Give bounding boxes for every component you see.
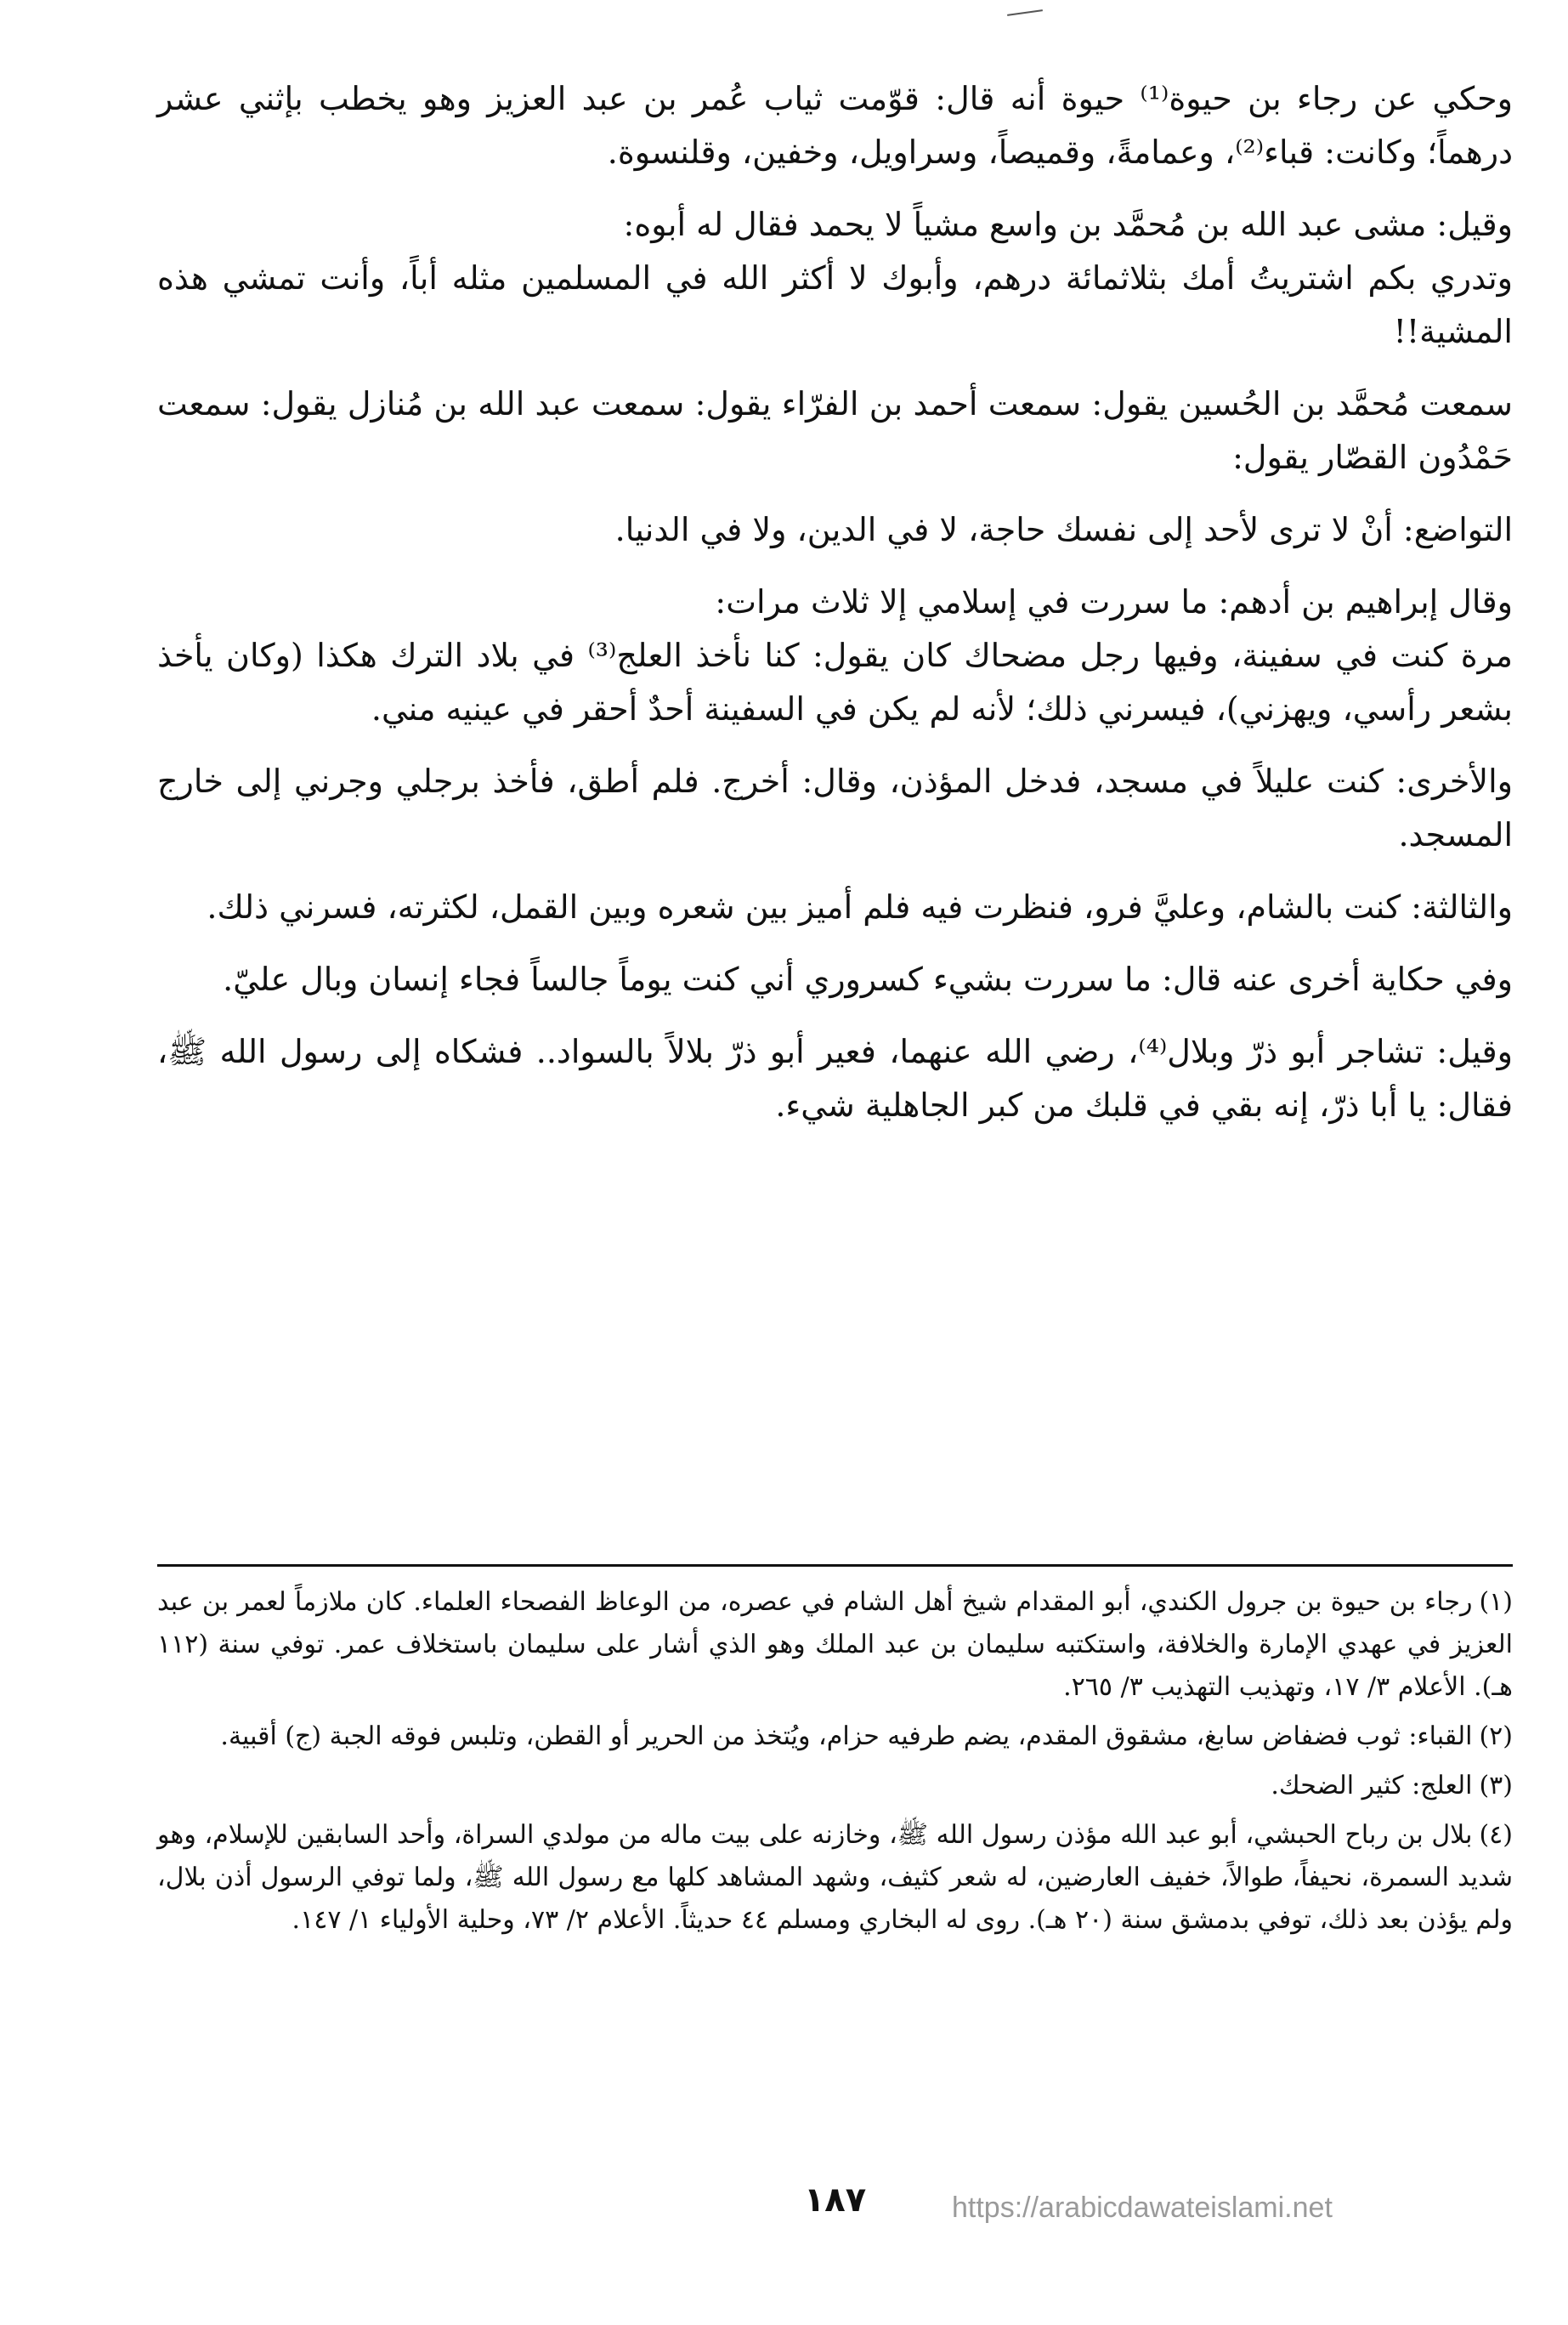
footnote-text: القباء: ثوب فضفاض سابغ، مشقوق المقدم، يضم طرفيه حزام، ويُتخذ من الحرير أو القطن، وتلبس فوقه الجبة (ج) أقبية. [220,1721,1473,1751]
paragraph-2: وقيل: مشى عبد الله بن مُحمَّد بن واسع مشياً لا يحمد فقال له أبوه: [623,206,1513,243]
footnote-4 [157,1814,1513,1942]
paragraph-1: وحكي عن رجاء بن حيوة⁽¹⁾ حيوة أنه قال: قوّمت ثياب عُمر بن عبد العزيز وهو يخطب بإثني عشر درهماً؛ وكانت: قباء⁽²⁾، وعمامةً، وقميصاً، وسراويل، وخفين، وقلنسوة. [157,80,1513,171]
footnote-number: (١) [1479,1587,1513,1617]
footnote-text: العلج: كثير الضحك. [1271,1771,1473,1800]
footnotes [157,1581,1513,1948]
book-page [157,72,1513,2231]
watermark-url: https://arabicdawateislami.net [952,2192,1333,2224]
paragraph-3: وتدري بكم اشتريتُ أمك بثلاثمائة درهم، وأبوك لا أكثر الله في المسلمين مثله أباً، وأنت تمشي هذه المشية!! [157,259,1513,350]
paragraph-9: والثالثة: كنت بالشام، وعليَّ فرو، فنظرت فيه فلم أميز بين شعره وبين القمل، لكثرته، فسرني ذلك. [207,888,1513,926]
paragraph-6: وقال إبراهيم بن أدهم: ما سررت في إسلامي إلا ثلاث مرات: [715,583,1513,621]
paragraph-4: سمعت مُحمَّد بن الحُسين يقول: سمعت أحمد بن الفرّاء يقول: سمعت عبد الله بن مُنازل يقول: سمعت حَمْدُون القصّار يقول: [157,385,1513,476]
footnote-text: بلال بن رباح الحبشي، أبو عبد الله مؤذن رسول الله ﷺ، وخازنه على بيت ماله من مولدي السراة، وأحد السابقين للإسلام، وهو شديد السمرة، نحيفاً، طوالاً، خفيف العارضين، له شعر كثيف، وشهد المشاهد كلها مع رسول الله ﷺ، ولما توفي الرسول أذن بلال، ولم يؤذن بعد ذلك، توفي بدمشق سنة (٢٠ هـ). روى له البخاري ومسلم ٤٤ حديثاً. الأعلام ٢/ ٧٣، وحلية الأولياء ١/ ١٤٧. [157,1820,1513,1935]
paragraph-10: وفي حكاية أخرى عنه قال: ما سررت بشيء كسروري أني كنت يوماً جالساً فجاء إنسان وبال عليّ. [223,961,1513,998]
footnote-1 [157,1581,1513,1709]
main-text [157,72,1513,1539]
footnote-2 [157,1715,1513,1758]
footnote-number: (٤) [1479,1820,1513,1850]
footnote-number: (٣) [1479,1771,1513,1800]
paragraph-5: التواضع: أنْ لا ترى لأحد إلى نفسك حاجة، لا في الدين، ولا في الدنيا. [614,511,1513,548]
page-number: ١٨٧ [803,2180,867,2220]
footnote-3 [157,1765,1513,1807]
paragraph-11: وقيل: تشاجر أبو ذرّ وبلال⁽⁴⁾، رضي الله عنهما، فعير أبو ذرّ بلالاً بالسواد.. فشكاه إلى رسول الله ﷺ، فقال: يا أبا ذرّ، إنه بقي في قلبك من كبر الجاهلية شيء. [157,1033,1513,1124]
scan-mark [1007,9,1043,16]
footnote-number: (٢) [1479,1721,1513,1751]
footnote-divider [157,1564,1513,1567]
paragraph-8: والأخرى: كنت عليلاً في مسجد، فدخل المؤذن، وقال: أخرج. فلم أطق، فأخذ برجلي وجرني إلى خارج المسجد. [157,763,1513,853]
footnote-text: رجاء بن حيوة بن جرول الكندي، أبو المقدام شيخ أهل الشام في عصره، من الوعاظ الفصحاء العلماء. كان ملازماً لعمر بن عبد العزيز في عهدي الإمارة والخلافة، واستكتبه سليمان بن عبد الملك وهو الذي أشار على سليمان باستخلاف عمر. توفي سنة (١١٢ هـ). الأعلام ٣/ ١٧، وتهذيب التهذيب ٣/ ٢٦٥. [157,1587,1513,1702]
paragraph-7: مرة كنت في سفينة، وفيها رجل مضحاك كان يقول: كنا نأخذ العلج⁽³⁾ في بلاد الترك هكذا (وكان يأخذ بشعر رأسي، ويهزني)، فيسرني ذلك؛ لأنه لم يكن في السفينة أحدٌ أحقر في عينيه مني. [157,637,1514,728]
